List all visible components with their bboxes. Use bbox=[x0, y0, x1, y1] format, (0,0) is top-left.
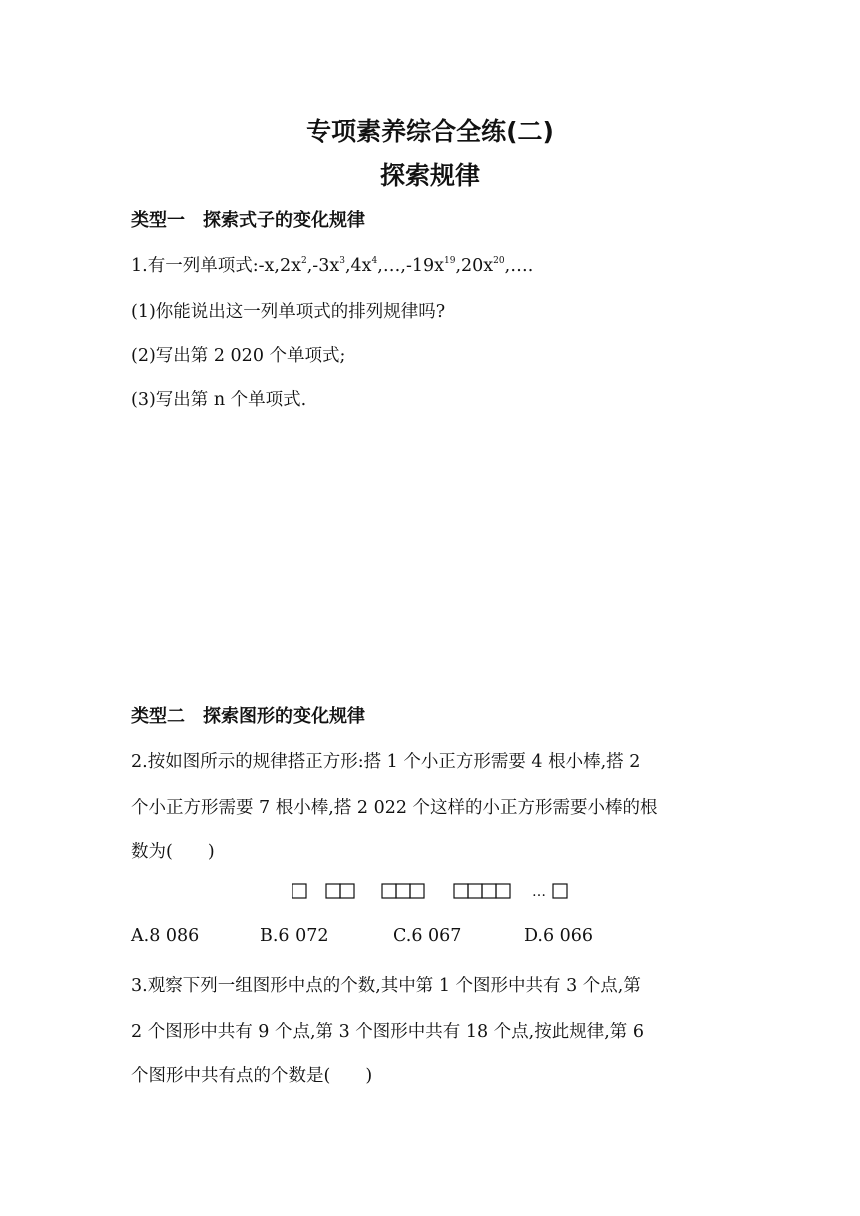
monomial-term: $4x^4$ bbox=[350, 256, 378, 276]
question-1-part-2: (2)写出第 2 020 个单项式; bbox=[131, 346, 346, 366]
square-group-3 bbox=[382, 884, 424, 898]
monomial-term: $-19x^{19}$ bbox=[405, 256, 456, 276]
question-1-stem bbox=[131, 252, 533, 277]
page-subtitle: 探索规律 bbox=[379, 161, 480, 190]
option-d: D.6 066 bbox=[524, 926, 594, 946]
section-heading-1: 类型一 探索式子的变化规律 bbox=[131, 210, 365, 231]
square-group-1 bbox=[292, 884, 306, 898]
question-2-line-1: 2.按如图所示的规律搭正方形:搭 1 个小正方形需要 4 根小棒,搭 2 bbox=[131, 752, 641, 772]
question-1-part-3: (3)写出第 n 个单项式. bbox=[131, 390, 307, 410]
question-3-line-2: 2 个图形中共有 9 个点,第 3 个图形中共有 18 个点,按此规律,第 6 bbox=[131, 1022, 644, 1042]
question-2-line-3: 数为( ) bbox=[131, 842, 215, 862]
monomial-term: … bbox=[382, 256, 401, 276]
monomial-term: $-3x^3$ bbox=[312, 256, 345, 276]
question-3-line-3: 个图形中共有点的个数是( ) bbox=[131, 1066, 373, 1086]
question-1-part-1: (1)你能说出这一列单项式的排列规律吗? bbox=[131, 302, 446, 322]
option-b: B.6 072 bbox=[260, 926, 329, 946]
monomial-term: $2x^2$ bbox=[279, 256, 307, 276]
figure-ellipsis: … bbox=[532, 884, 546, 900]
monomial-term: $20x^{20}$ bbox=[461, 256, 505, 276]
section-heading-2: 类型二 探索图形的变化规律 bbox=[131, 706, 365, 727]
question-2-line-2: 个小正方形需要 7 根小棒,搭 2 022 个这样的小正方形需要小棒的根 bbox=[131, 798, 658, 818]
question-3-line-1: 3.观察下列一组图形中点的个数,其中第 1 个图形中共有 3 个点,第 bbox=[131, 976, 641, 996]
monomial-sequence: $-x,2x^2,-3x^3,4x^4,\dots,-19x^{19},20x^{20},\dots$. bbox=[258, 256, 534, 276]
matchstick-squares-figure bbox=[292, 880, 582, 906]
monomial-term: -x bbox=[258, 256, 275, 276]
option-c: C.6 067 bbox=[393, 926, 462, 946]
square-group-4 bbox=[454, 884, 510, 898]
monomial-term: … bbox=[510, 256, 528, 276]
option-a: A.8 086 bbox=[131, 926, 200, 946]
matchstick-squares-svg bbox=[292, 880, 582, 906]
square-group-2 bbox=[326, 884, 354, 898]
page-title: 专项素养综合全练(二) bbox=[306, 117, 554, 146]
question-1-intro: 1.有一列单项式: bbox=[131, 256, 259, 276]
square-group-n bbox=[553, 884, 567, 898]
